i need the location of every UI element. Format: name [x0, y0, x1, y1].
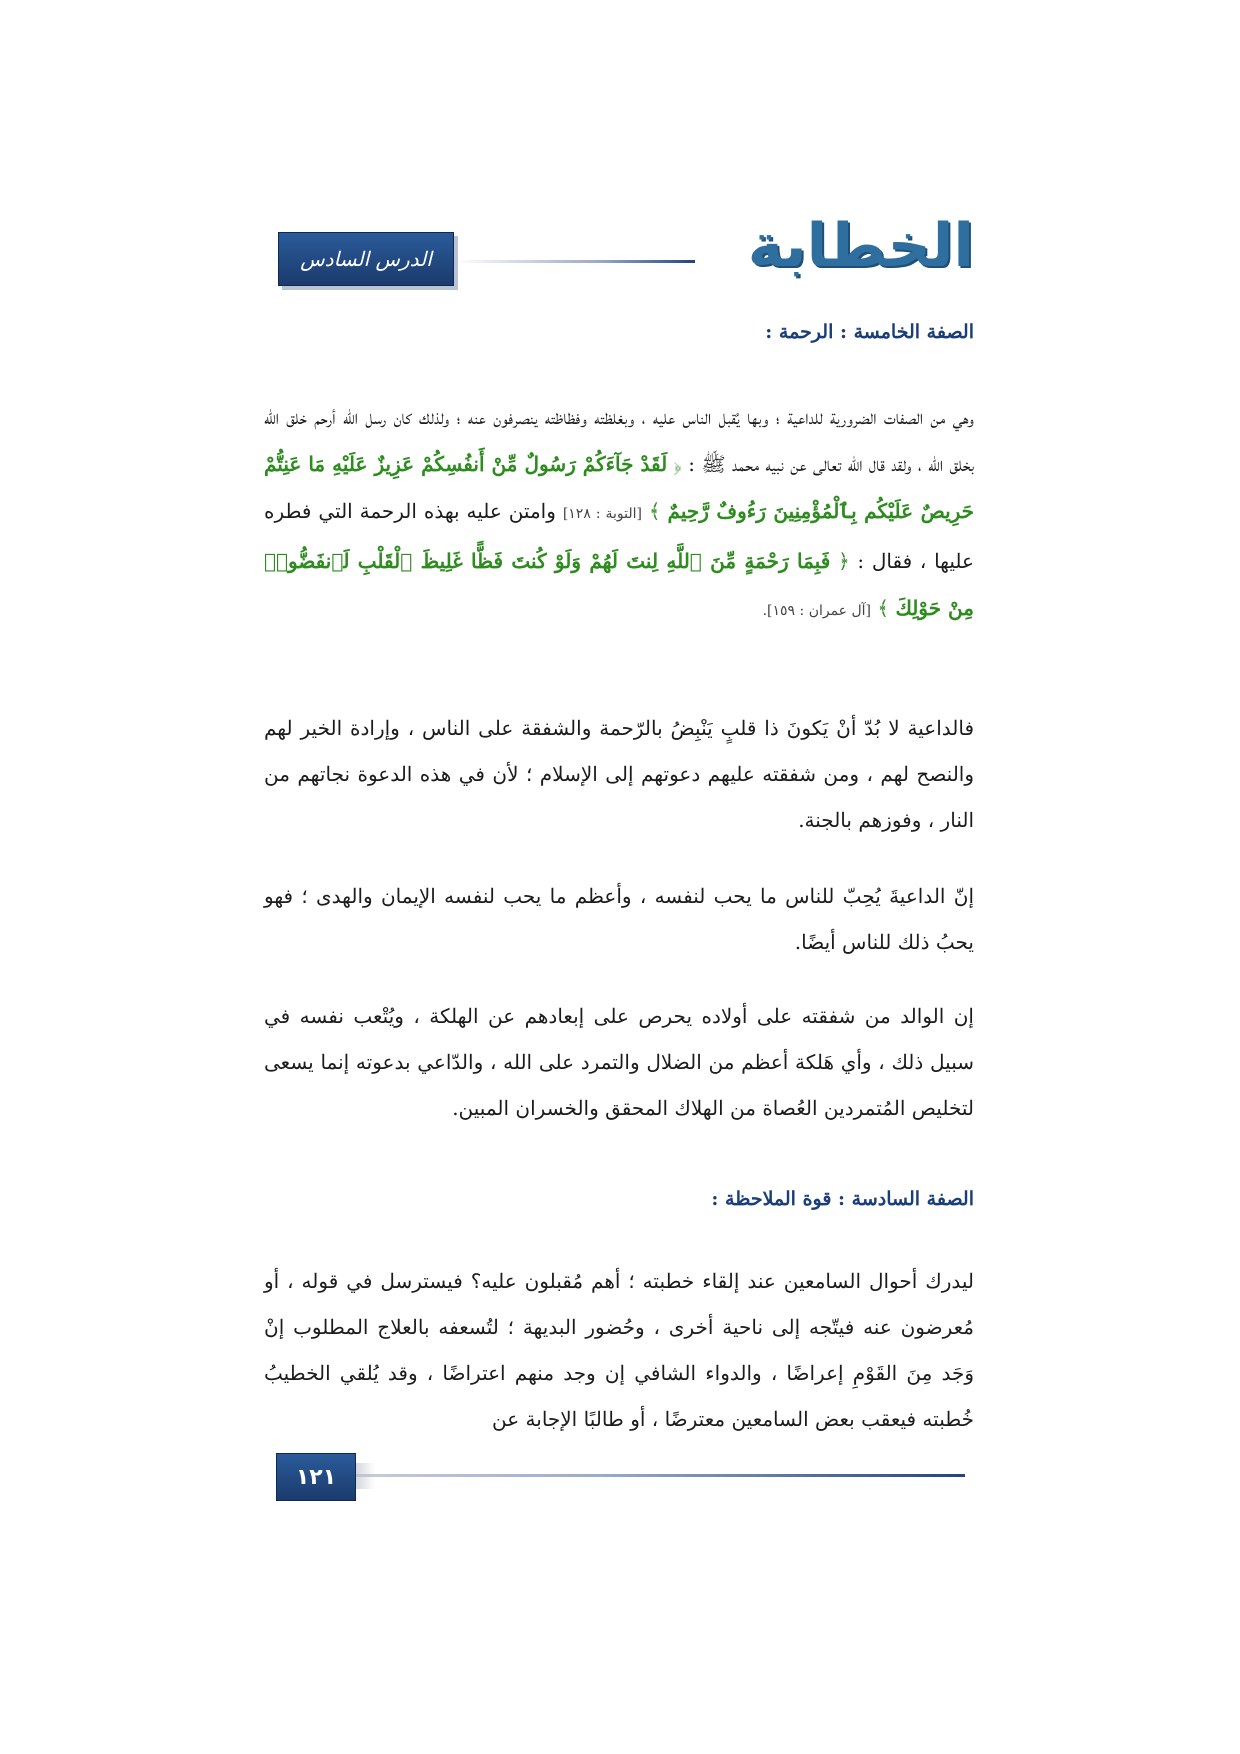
- paragraph-loves-for-others: إنّ الداعيةَ يُحِبّ للناس ما يحب لنفسه ، وأعظم ما يحب لنفسه الإيمان والهدى ؛ فهو يحبُ ذلك للناس أيضًا.: [264, 884, 974, 954]
- quran-verse-tawbah: لَقَدْ جَآءَكُمْ رَسُولٌ مِّنْ أَنفُسِكُمْ عَزِيزٌ عَلَيْهِ مَا عَنِتُّمْ حَرِيصٌ عَلَيْكُم بِٱلْمُؤْمِنِينَ رَءُوفٌ رَّحِيمٌ: [264, 452, 975, 523]
- title-divider: [455, 260, 695, 263]
- quran-verse-al-imran: فَبِمَا رَحْمَةٍ مِّنَ ٱللَّهِ لِنتَ لَهُمْ وَلَوْ كُنتَ فَظًّا غَلِيظَ ٱلْقَلْبِ لَٱنفَضُّوا۟ مِنْ حَوْلِكَ: [264, 549, 974, 620]
- verse-reference-tawbah: [التوبة : ١٢٨]: [562, 506, 643, 522]
- paragraph-observation: ليدرك أحوال السامعين عند إلقاء خطبته ؛ أهم مُقبلون عليه؟ فيسترسل في قوله ، أو مُعرضون عنه فيتّجه إلى ناحية أخرى ، وحُضور البديهة ؛ لتُسعفه بالعلاج المطلوب إنْ وَجَد مِنَ القَوْمِ إعراضًا ، والدواء الشافي إن وجد منهم اعتراضًا ، وقد يُلقي الخطيبُ خُطبته فيعقب بعض السامعين معترضًا ، أو طالبًا الإجابة عن: [264, 1269, 974, 1431]
- ornate-bracket-close: ﴾: [648, 499, 661, 523]
- ornate-bracket-open: ﴿: [837, 549, 850, 573]
- page-number-badge: [276, 1453, 356, 1501]
- section-heading-observation: الصفة السادسة : قوة الملاحظة :: [711, 1188, 974, 1210]
- paragraph-father-analogy: إن الوالد من شفقته على أولاده يحرص على إبعادهم عن الهلكة ، ويُتْعب نفسه في سبيل ذلك ، وأي هَلكة أعظم من الضلال والتمرد على الله ، والدّاعي بدعوته إنما يسعى لتخليص المُتمردين العُصاة من الهلاك المحقق والخسران المبين.: [264, 1004, 974, 1120]
- paragraph-mercy-intro: [264, 394, 974, 635]
- paragraph-text: وامتن عليه بهذه الرحمة التي فطره عليها ، فقال :: [264, 499, 974, 573]
- paragraph-text: وهي من الصفات الضرورية للداعية ؛ وبها يُقبل الناس عليه ، وبغلظته وفظاظته ينصرفون عنه ؛ ولذلك كان رسل الله أرحم خلق الله بخلق الله ، ولقد قال الله تعالى عن نبيه محمد ﷺ :: [264, 405, 975, 476]
- paragraph-preacher-heart: فالداعية لا بُدّ أنْ يَكونَ ذا قلبٍ يَنْبِضُ بالرّحمة والشفقة على الناس ، وإرادة الخير لهم والنصح لهم ، ومن شفقته عليهم دعوتهم إلى الإسلام ؛ لأن في هذه الدعوة نجاتهم من النار ، وفوزهم بالجنة.: [264, 716, 974, 832]
- page-title: الخطابة: [747, 211, 974, 281]
- footer-divider: [355, 1474, 965, 1477]
- page-number: ١٢١: [295, 1464, 337, 1490]
- lesson-badge: [278, 232, 454, 286]
- verse-reference-al-imran: [آل عمران : ١٥٩].: [762, 603, 872, 619]
- ornate-bracket-close: ﴾: [877, 596, 890, 620]
- ornate-bracket-open: ﴿: [673, 452, 682, 476]
- lesson-label: الدرس السادس: [300, 247, 432, 271]
- section-heading-mercy: الصفة الخامسة : الرحمة :: [765, 321, 974, 343]
